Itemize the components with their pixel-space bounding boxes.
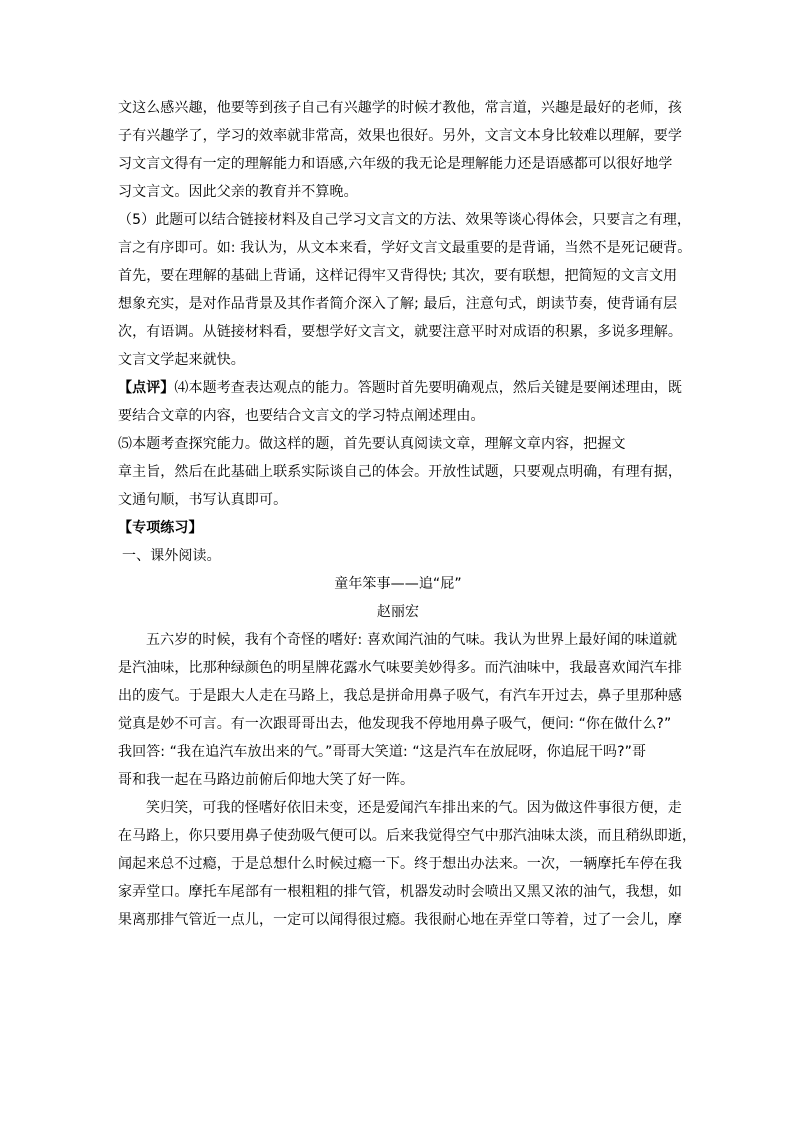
comment-text: ⑷本题考查表达观点的能力。答题时首先要明确观点，然后关键是要阐述理由，既 (174, 380, 683, 396)
comment-line: 章主旨，然后在此基础上联系实际谈自己的体会。开放性试题，只要观点明确，有理有据， (118, 464, 682, 480)
text-line: 言之有序即可。如: 我认为，从文本来看，学好文言文最重要的是背诵，当然不是死记硬背。 (118, 240, 692, 256)
text-line: 文言文学起来就快。 (118, 352, 245, 368)
article-paragraph-1 (118, 626, 682, 794)
text-line: 闻起来总不过瘾，于是总想什么时候过瘾一下。终于想出办法来。一次，一辆摩托车停在我 (118, 856, 682, 872)
comment-section (118, 374, 683, 514)
text-line: 哥和我一起在马路边前俯后仰地大笑了好一阵。 (118, 772, 415, 788)
text-line: 觉真是妙不可言。有一次跟哥哥出去，他发现我不停地用鼻子吸气，便问: “你在做什么?” (118, 716, 672, 732)
text-line: 果离那排气管近一点儿，一定可以闻得很过瘾。我很耐心地在弄堂口等着，过了一会儿，摩 (118, 912, 682, 928)
text-line: 习文言文。因此父亲的教育并不算晚。 (118, 184, 358, 200)
comment-line: ⑸本题考查探究能力。做这样的题，首先要认真阅读文章，理解文章内容，把握文 (118, 436, 626, 452)
text-line: 我回答: “我在追汽车放出来的气。”哥哥大笑道: “这是汽车在放屁呀，你追屁干吗?”哥 (118, 744, 647, 760)
answer-paragraph-1 (118, 94, 682, 206)
text-line: 笑归笑，可我的怪嗜好依旧未变，还是爱闻汽车排出来的气。因为做这件事很方便，走 (146, 800, 682, 816)
comment-label: 【点评】 (118, 380, 175, 396)
document-page (118, 94, 697, 934)
text-line: 在马路上，你只要用鼻子使劲吸气便可以。后来我觉得空气中那汽油味太淡，而且稍纵即逝， (118, 828, 697, 844)
answer-paragraph-2 (118, 206, 692, 374)
comment-line (118, 374, 683, 402)
comment-line: 要结合文章的内容，也要结合文言文的学习特点阐述理由。 (118, 408, 485, 424)
text-line: 首先，要在理解的基础上背诵，这样记得牢又背得快; 其次，要有联想，把简短的文言文用 (118, 268, 678, 284)
text-line: 家弄堂口。摩托车尾部有一根粗粗的排气管，机器发动时会喷出又黑又浓的油气，我想，如 (118, 884, 682, 900)
text-line: 文这么感兴趣，他要等到孩子自己有兴趣学的时候才教他，常言道，兴趣是最好的老师，孩 (118, 100, 682, 116)
practice-heading: 【专项练习】 (118, 520, 203, 536)
text-line: 习文言文得有一定的理解能力和语感,六年级的我无论是理解能力还是语感都可以很好地学 (118, 156, 673, 172)
article-author: 赵丽宏 (376, 604, 420, 620)
text-line: （5）此题可以结合链接材料及自己学习文言文的方法、效果等谈心得体会，只要言之有理， (118, 212, 692, 228)
text-line: 子有兴趣学了，学习的效率就非常高，效果也很好。另外，文言文本身比较难以理解，要学 (118, 128, 682, 144)
text-line: 出的废气。于是跟大人走在马路上，我总是拼命用鼻子吸气，有汽车开过去，鼻子里那种感 (118, 688, 682, 704)
text-line: 是汽油味，比那种绿颜色的明星牌花露水气味要美妙得多。而汽油味中，我最喜欢闻汽车排 (118, 660, 682, 676)
article-title: 童年笨事——追“屁” (334, 576, 462, 592)
text-line: 想象充实，是对作品背景及其作者简介深入了解; 最后，注意句式，朗读节奏，使背诵有层 (118, 296, 678, 312)
section-heading: 一、课外阅读。 (122, 548, 221, 564)
comment-line: 文通句顺，书写认真即可。 (118, 492, 288, 508)
text-line: 五六岁的时候，我有个奇怪的嗜好: 喜欢闻汽油的气味。我认为世界上最好闻的味道就 (146, 632, 678, 648)
text-line: 次，有语调。从链接材料看，要想学好文言文，就要注意平时对成语的积累，多说多理解。 (118, 324, 682, 340)
article-paragraph-2 (118, 794, 697, 934)
